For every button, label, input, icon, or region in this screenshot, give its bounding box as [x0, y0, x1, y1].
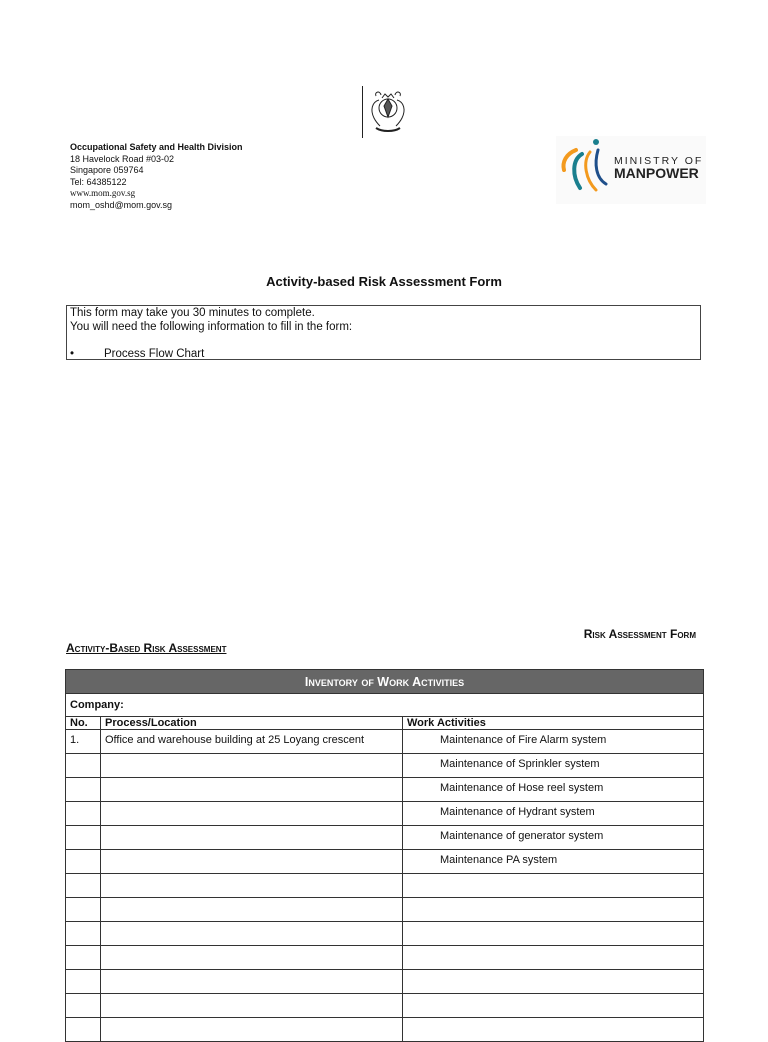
telephone: Tel: 64385122 [70, 176, 127, 187]
row-no-cell[interactable] [66, 874, 101, 898]
form-title: Activity-based Risk Assessment Form [266, 274, 502, 289]
row-no-cell[interactable] [66, 778, 101, 802]
row-activity-cell[interactable] [403, 874, 704, 898]
table-row [66, 850, 704, 874]
row-no-cell[interactable] [66, 754, 101, 778]
row-process-cell[interactable] [101, 874, 403, 898]
row-process-cell[interactable]: Office and warehouse building at 25 Loyang crescent [101, 730, 403, 754]
bullet-text: Process Flow Chart [104, 347, 205, 360]
row-activity-cell[interactable] [403, 994, 704, 1018]
row-process-cell[interactable] [101, 994, 403, 1018]
logo-text-manpower: MANPOWER [614, 165, 699, 181]
row-activity-cell[interactable]: Maintenance of Hose reel system [403, 778, 704, 802]
intro-box [66, 305, 701, 360]
organization-address [70, 142, 243, 212]
table-row [66, 730, 704, 754]
row-no-cell[interactable] [66, 826, 101, 850]
company-field[interactable]: Company: [66, 694, 704, 717]
row-no-cell[interactable] [66, 1018, 101, 1042]
table-row [66, 754, 704, 778]
row-activity-cell[interactable]: Maintenance of generator system [403, 826, 704, 850]
table-row [66, 1018, 704, 1042]
email-link[interactable]: mom_oshd@mom.gov.sg [70, 199, 173, 210]
row-activity-cell[interactable] [403, 1018, 704, 1042]
row-activity-cell[interactable] [403, 922, 704, 946]
bullet-item [70, 348, 700, 362]
row-no-cell[interactable] [66, 922, 101, 946]
row-process-cell[interactable] [101, 898, 403, 922]
website-link[interactable]: www.mom.gov.sg [70, 188, 136, 199]
row-activity-cell[interactable] [403, 946, 704, 970]
row-no-cell[interactable] [66, 802, 101, 826]
bullet-icon: • [70, 347, 75, 360]
row-process-cell[interactable] [101, 922, 403, 946]
table-row [66, 922, 704, 946]
row-process-cell[interactable] [101, 802, 403, 826]
row-process-cell[interactable] [101, 850, 403, 874]
row-no-cell[interactable] [66, 850, 101, 874]
table-row [66, 826, 704, 850]
table-row [66, 994, 704, 1018]
ministry-of-manpower-logo [556, 136, 706, 204]
table-row [66, 898, 704, 922]
table-row [66, 802, 704, 826]
row-activity-cell[interactable]: Maintenance of Sprinkler system [403, 754, 704, 778]
row-activity-cell[interactable] [403, 970, 704, 994]
inventory-banner: Inventory of Work Activities [66, 670, 704, 694]
table-row [66, 970, 704, 994]
activity-based-title: Activity-Based Risk Assessment [66, 641, 227, 655]
table-row [66, 874, 704, 898]
intro-line-1: This form may take you 30 minutes to complete. [70, 307, 315, 319]
intro-line-2: You will need the following information to fill in the form: [70, 320, 353, 333]
address-line-1: 18 Havelock Road #03-02 [70, 153, 175, 164]
row-no-cell[interactable] [66, 946, 101, 970]
row-activity-cell[interactable]: Maintenance PA system [403, 850, 704, 874]
table-row [66, 946, 704, 970]
col-header-process: Process/Location [101, 717, 403, 730]
row-activity-cell[interactable]: Maintenance of Fire Alarm system [403, 730, 704, 754]
row-process-cell[interactable] [101, 826, 403, 850]
row-process-cell[interactable] [101, 754, 403, 778]
singapore-crest-icon [362, 86, 414, 138]
row-activity-cell[interactable] [403, 898, 704, 922]
row-no-cell[interactable] [66, 898, 101, 922]
row-process-cell[interactable] [101, 1018, 403, 1042]
row-process-cell[interactable] [101, 970, 403, 994]
row-activity-cell[interactable]: Maintenance of Hydrant system [403, 802, 704, 826]
logo-text-ministry: MINISTRY OF [614, 155, 704, 167]
address-line-2: Singapore 059764 [70, 165, 144, 176]
row-no-cell[interactable]: 1. [66, 730, 101, 754]
inventory-rows [66, 730, 704, 1042]
division-name: Occupational Safety and Health Division [70, 142, 243, 152]
col-header-no: No. [66, 717, 101, 730]
row-process-cell[interactable] [101, 778, 403, 802]
row-no-cell[interactable] [66, 970, 101, 994]
inventory-table [65, 669, 704, 1042]
row-no-cell[interactable] [66, 994, 101, 1018]
row-process-cell[interactable] [101, 946, 403, 970]
risk-assessment-form-title: Risk Assessment Form [583, 627, 696, 641]
col-header-activities: Work Activities [403, 717, 704, 730]
table-row [66, 778, 704, 802]
